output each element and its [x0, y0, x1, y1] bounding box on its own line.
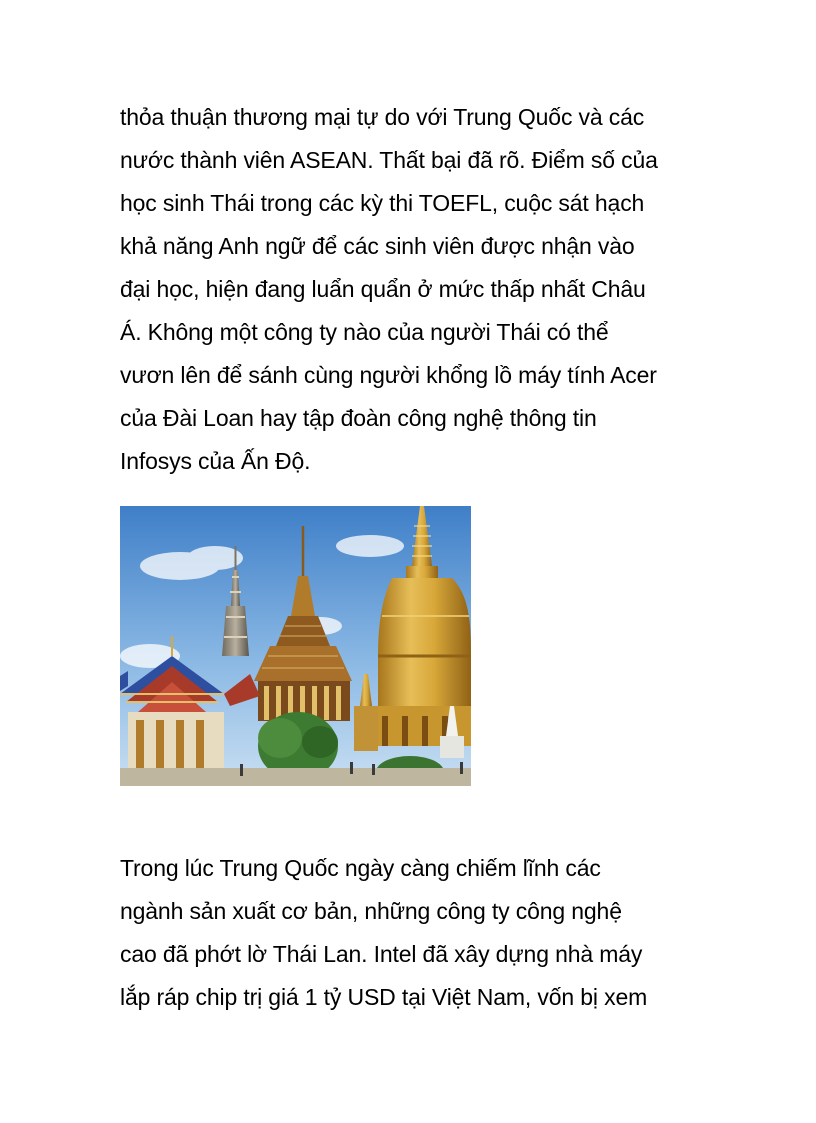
text-line: Infosys của Ấn Độ.	[120, 448, 311, 474]
temple-illustration	[120, 506, 471, 786]
paragraph-thailand-education	[120, 96, 720, 483]
temple-photo	[120, 506, 471, 786]
text-line: của Đài Loan hay tập đoàn công nghệ thông tin	[120, 405, 597, 431]
text-line: Á. Không một công ty nào của người Thái có thể	[120, 319, 609, 345]
text-line: ngành sản xuất cơ bản, những công ty công nghệ	[120, 898, 622, 924]
text-line: lắp ráp chip trị giá 1 tỷ USD tại Việt Nam, vốn bị xem	[120, 984, 648, 1010]
text-line: thỏa thuận thương mại tự do với Trung Quốc và các	[120, 104, 645, 130]
ground	[120, 768, 471, 786]
paragraph-tech-investment	[120, 847, 720, 1019]
text-line: đại học, hiện đang luẩn quẩn ở mức thấp nhất Châu	[120, 276, 646, 302]
text-line: cao đã phớt lờ Thái Lan. Intel đã xây dựng nhà máy	[120, 941, 643, 967]
text-line: Trong lúc Trung Quốc ngày càng chiếm lĩnh các	[120, 855, 601, 881]
text-line: học sinh Thái trong các kỳ thi TOEFL, cuộc sát hạch	[120, 190, 645, 216]
text-line: nước thành viên ASEAN. Thất bại đã rõ. Điểm số của	[120, 147, 658, 173]
text-line: khả năng Anh ngữ để các sinh viên được nhận vào	[120, 233, 635, 259]
text-line: vươn lên để sánh cùng người khổng lồ máy tính Acer	[120, 362, 657, 388]
